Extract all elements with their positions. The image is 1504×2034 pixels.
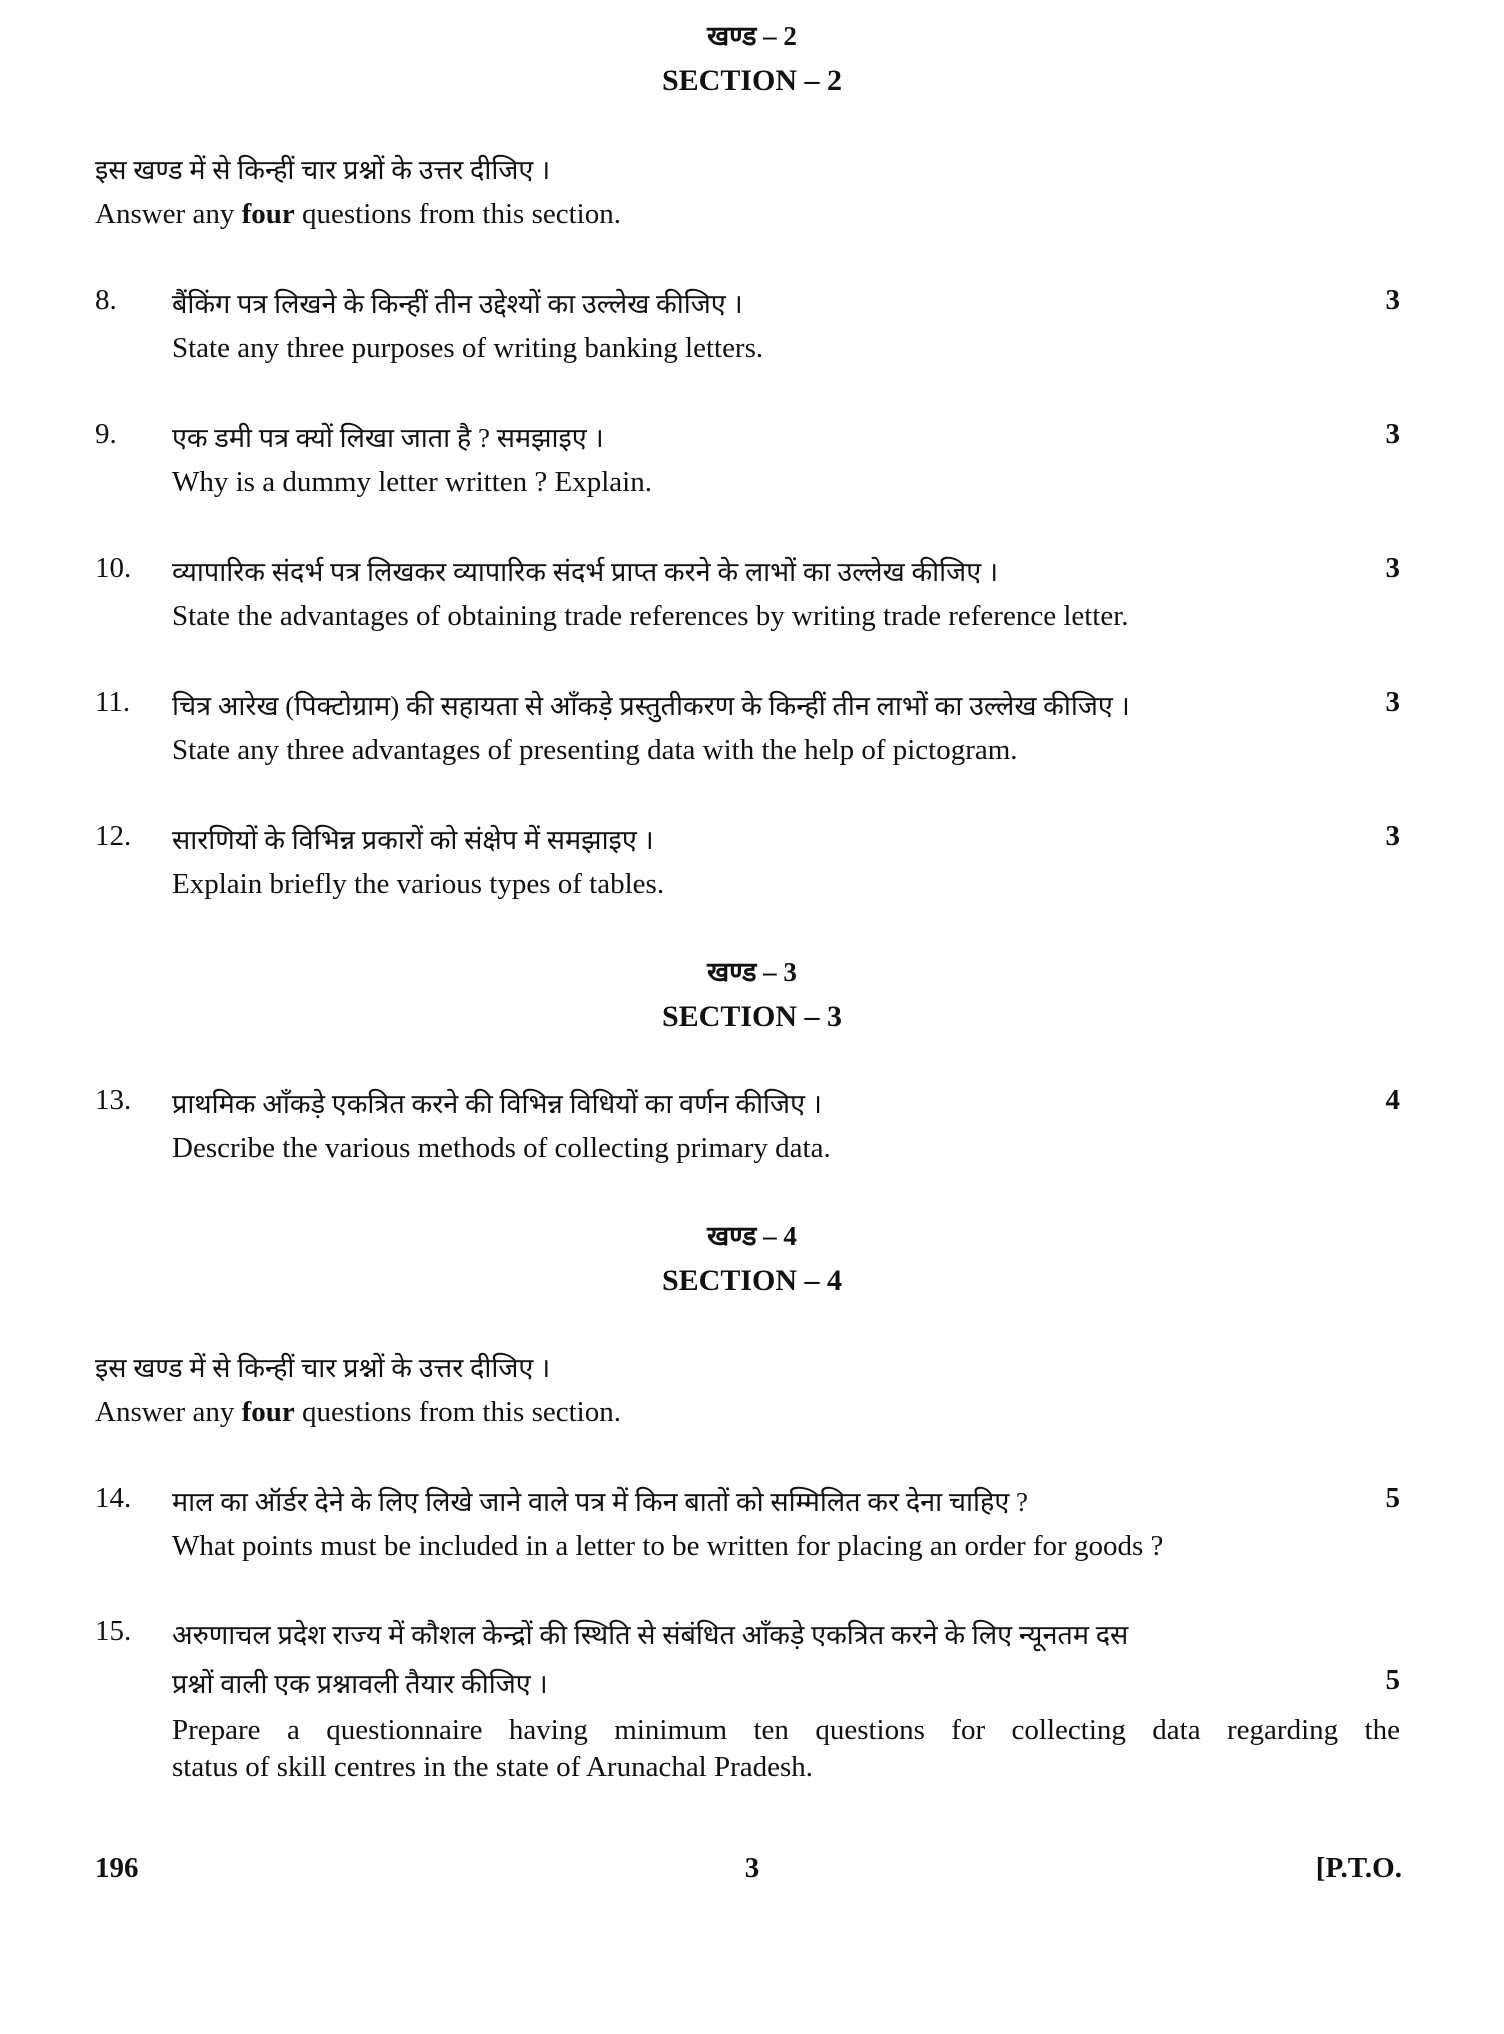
section-4-instruction-hindi: इस खण्ड में से किन्हीं चार प्रश्नों के उत्तर दीजिए । bbox=[95, 1353, 551, 1383]
question-marks: 3 bbox=[1385, 686, 1400, 718]
question-english: What points must be included in a letter to be written for placing an order for goods ? bbox=[172, 1530, 1164, 1562]
question-hindi: बैंकिंग पत्र लिखने के किन्हीं तीन उद्देश्यों का उल्लेख कीजिए । bbox=[172, 289, 743, 319]
question-english: Explain briefly the various types of tables. bbox=[172, 868, 665, 900]
question-english-line-1: Prepare a questionnaire having minimum ten questions for collecting data regarding the bbox=[172, 1714, 1400, 1746]
question-hindi-line-2: प्रश्नों वाली एक प्रश्नावली तैयार कीजिए । bbox=[172, 1669, 548, 1699]
section-2-hindi-heading: खण्ड – 2 bbox=[707, 21, 797, 51]
question-english: Why is a dummy letter written ? Explain. bbox=[172, 466, 652, 498]
section-4-heading: SECTION – 4 bbox=[661, 1264, 843, 1297]
question-number: 14. bbox=[95, 1482, 132, 1514]
question-hindi: व्यापारिक संदर्भ पत्र लिखकर व्यापारिक संदर्भ प्राप्त करने के लाभों का उल्लेख कीजिए । bbox=[172, 557, 999, 587]
question-marks: 5 bbox=[1385, 1664, 1400, 1696]
question-english: State any three purposes of writing banking letters. bbox=[172, 332, 764, 364]
question-number: 8. bbox=[95, 284, 117, 316]
section-3-heading: SECTION – 3 bbox=[661, 1000, 843, 1033]
question-marks: 3 bbox=[1385, 418, 1400, 450]
question-hindi-line-1: अरुणाचल प्रदेश राज्य में कौशल केन्द्रों की स्थिति से संबंधित आँकड़े एकत्रित करने के लिए न्यूनतम दस bbox=[172, 1620, 1129, 1650]
section-3-hindi-heading: खण्ड – 3 bbox=[707, 957, 797, 987]
question-number: 13. bbox=[95, 1084, 132, 1116]
question-marks: 4 bbox=[1385, 1084, 1400, 1116]
section-4-instruction-english: Answer any four questions from this section. bbox=[95, 1396, 621, 1428]
question-number: 10. bbox=[95, 552, 132, 584]
question-english: State any three advantages of presenting data with the help of pictogram. bbox=[172, 734, 1018, 766]
section-4-hindi-heading: खण्ड – 4 bbox=[707, 1221, 797, 1251]
question-marks: 3 bbox=[1385, 552, 1400, 584]
question-hindi: प्राथमिक आँकड़े एकत्रित करने की विभिन्न विधियों का वर्णन कीजिए । bbox=[172, 1089, 822, 1119]
section-2-instruction-hindi: इस खण्ड में से किन्हीं चार प्रश्नों के उत्तर दीजिए । bbox=[95, 155, 551, 185]
question-marks: 3 bbox=[1385, 284, 1400, 316]
question-english-line-2: status of skill centres in the state of Arunachal Pradesh. bbox=[172, 1751, 814, 1783]
question-number: 11. bbox=[95, 686, 131, 718]
question-number: 12. bbox=[95, 820, 132, 852]
question-marks: 5 bbox=[1385, 1482, 1400, 1514]
question-number: 9. bbox=[95, 418, 117, 450]
please-turn-over: [P.T.O. bbox=[1315, 1852, 1402, 1884]
question-marks: 3 bbox=[1385, 820, 1400, 852]
page-number: 3 bbox=[744, 1852, 760, 1884]
question-hindi: एक डमी पत्र क्यों लिखा जाता है ? समझाइए । bbox=[172, 423, 604, 453]
section-2-instruction-english: Answer any four questions from this section. bbox=[95, 198, 621, 230]
question-hindi: सारणियों के विभिन्न प्रकारों को संक्षेप में समझाइए । bbox=[172, 825, 654, 855]
question-english: Describe the various methods of collecting primary data. bbox=[172, 1132, 831, 1164]
question-hindi: चित्र आरेख (पिक्टोग्राम) की सहायता से आँकड़े प्रस्तुतीकरण के किन्हीं तीन लाभों का उल्लेख कीजिए । bbox=[172, 691, 1130, 721]
question-hindi: माल का ऑर्डर देने के लिए लिखे जाने वाले पत्र में किन बातों को सम्मिलित कर देना चाहिए ? bbox=[172, 1487, 1029, 1517]
paper-code: 196 bbox=[95, 1852, 139, 1884]
question-english: State the advantages of obtaining trade references by writing trade reference letter. bbox=[172, 600, 1129, 632]
section-2-heading: SECTION – 2 bbox=[661, 64, 843, 97]
question-number: 15. bbox=[95, 1615, 132, 1647]
